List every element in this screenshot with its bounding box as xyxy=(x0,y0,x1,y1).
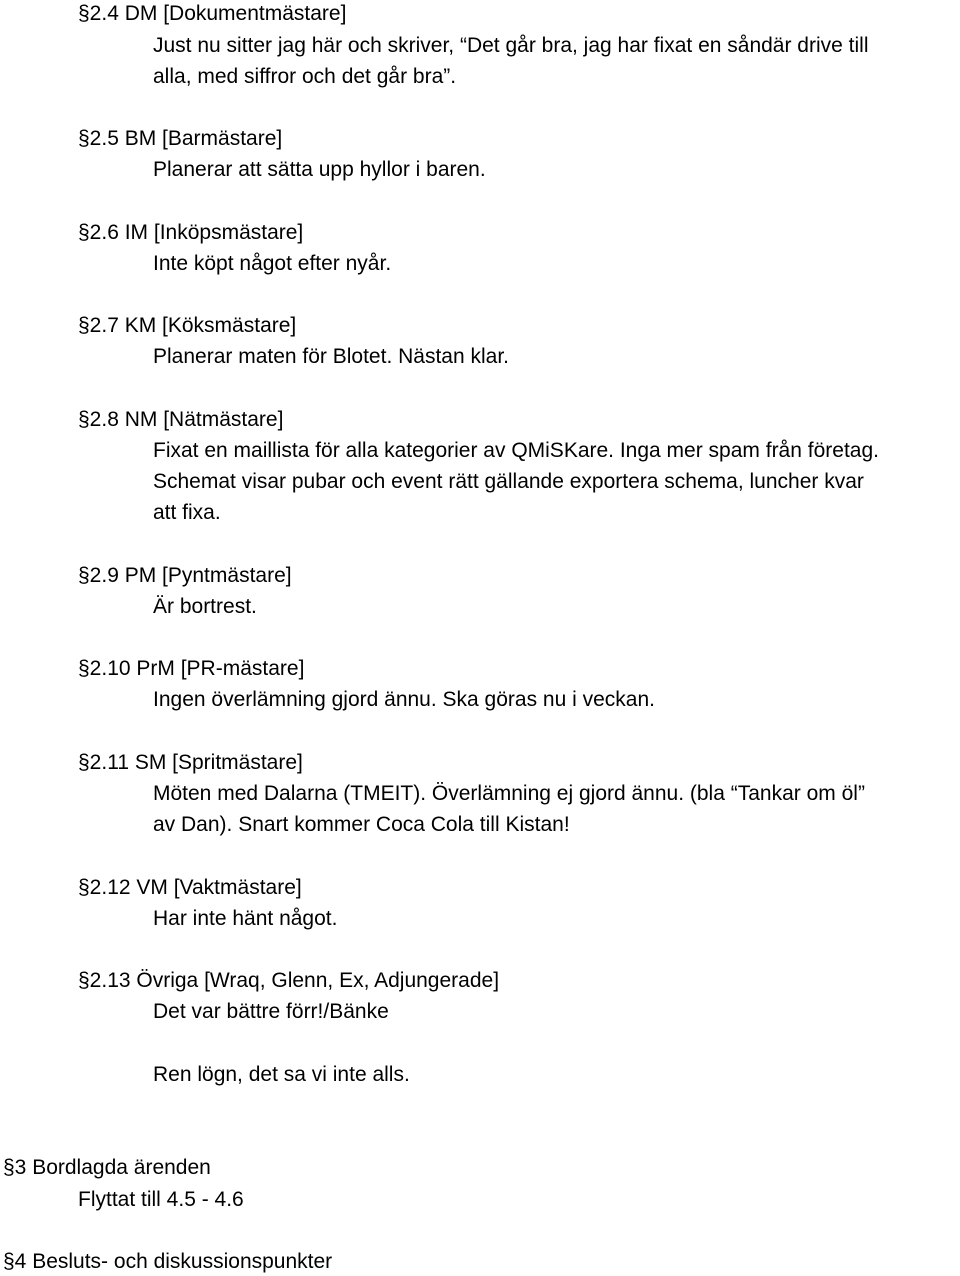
section-heading-2-10: §2.10 PrM [PR-mästare] xyxy=(78,657,305,680)
section-text: Planerar maten för Blotet. Nästan klar. xyxy=(153,345,510,368)
section-text: av Dan). Snart kommer Coca Cola till Kistan! xyxy=(153,813,570,836)
section-heading-2-11: §2.11 SM [Spritmästare] xyxy=(78,751,303,774)
section-text: Ingen överlämning gjord ännu. Ska göras nu i veckan. xyxy=(153,688,655,711)
section-text: Flyttat till 4.5 - 4.6 xyxy=(78,1188,244,1211)
section-text: Just nu sitter jag här och skriver, “Det går bra, jag har fixat en såndär drive till xyxy=(153,34,869,57)
section-heading-2-8: §2.8 NM [Nätmästare] xyxy=(78,408,284,431)
section-text: Har inte hänt något. xyxy=(153,907,338,930)
section-text: Är bortrest. xyxy=(153,595,257,618)
section-heading-2-6: §2.6 IM [Inköpsmästare] xyxy=(78,221,304,244)
section-heading-4: §4 Besluts- och diskussionspunkter xyxy=(3,1250,333,1273)
section-heading-2-12: §2.12 VM [Vaktmästare] xyxy=(78,876,302,899)
section-text: Inte köpt något efter nyår. xyxy=(153,252,392,275)
section-text: Planerar att sätta upp hyllor i baren. xyxy=(153,158,486,181)
section-text: Ren lögn, det sa vi inte alls. xyxy=(153,1063,410,1086)
section-text: Möten med Dalarna (TMEIT). Överlämning ej gjord ännu. (bla “Tankar om öl” xyxy=(153,782,865,805)
section-text: att fixa. xyxy=(153,501,221,524)
section-text: Fixat en maillista för alla kategorier av QMiSKare. Inga mer spam från företag. xyxy=(153,439,879,462)
section-heading-2-4: §2.4 DM [Dokumentmästare] xyxy=(78,2,347,25)
section-heading-2-5: §2.5 BM [Barmästare] xyxy=(78,127,283,150)
section-heading-2-13: §2.13 Övriga [Wraq, Glenn, Ex, Adjungerade] xyxy=(78,969,500,992)
section-heading-2-7: §2.7 KM [Köksmästare] xyxy=(78,314,297,337)
section-heading-2-9: §2.9 PM [Pyntmästare] xyxy=(78,564,292,587)
section-text: alla, med siffror och det går bra”. xyxy=(153,65,457,88)
section-heading-3: §3 Bordlagda ärenden xyxy=(3,1156,211,1179)
section-text: Det var bättre förr!/Bänke xyxy=(153,1000,389,1023)
section-text: Schemat visar pubar och event rätt gällande exportera schema, luncher kvar xyxy=(153,470,864,493)
